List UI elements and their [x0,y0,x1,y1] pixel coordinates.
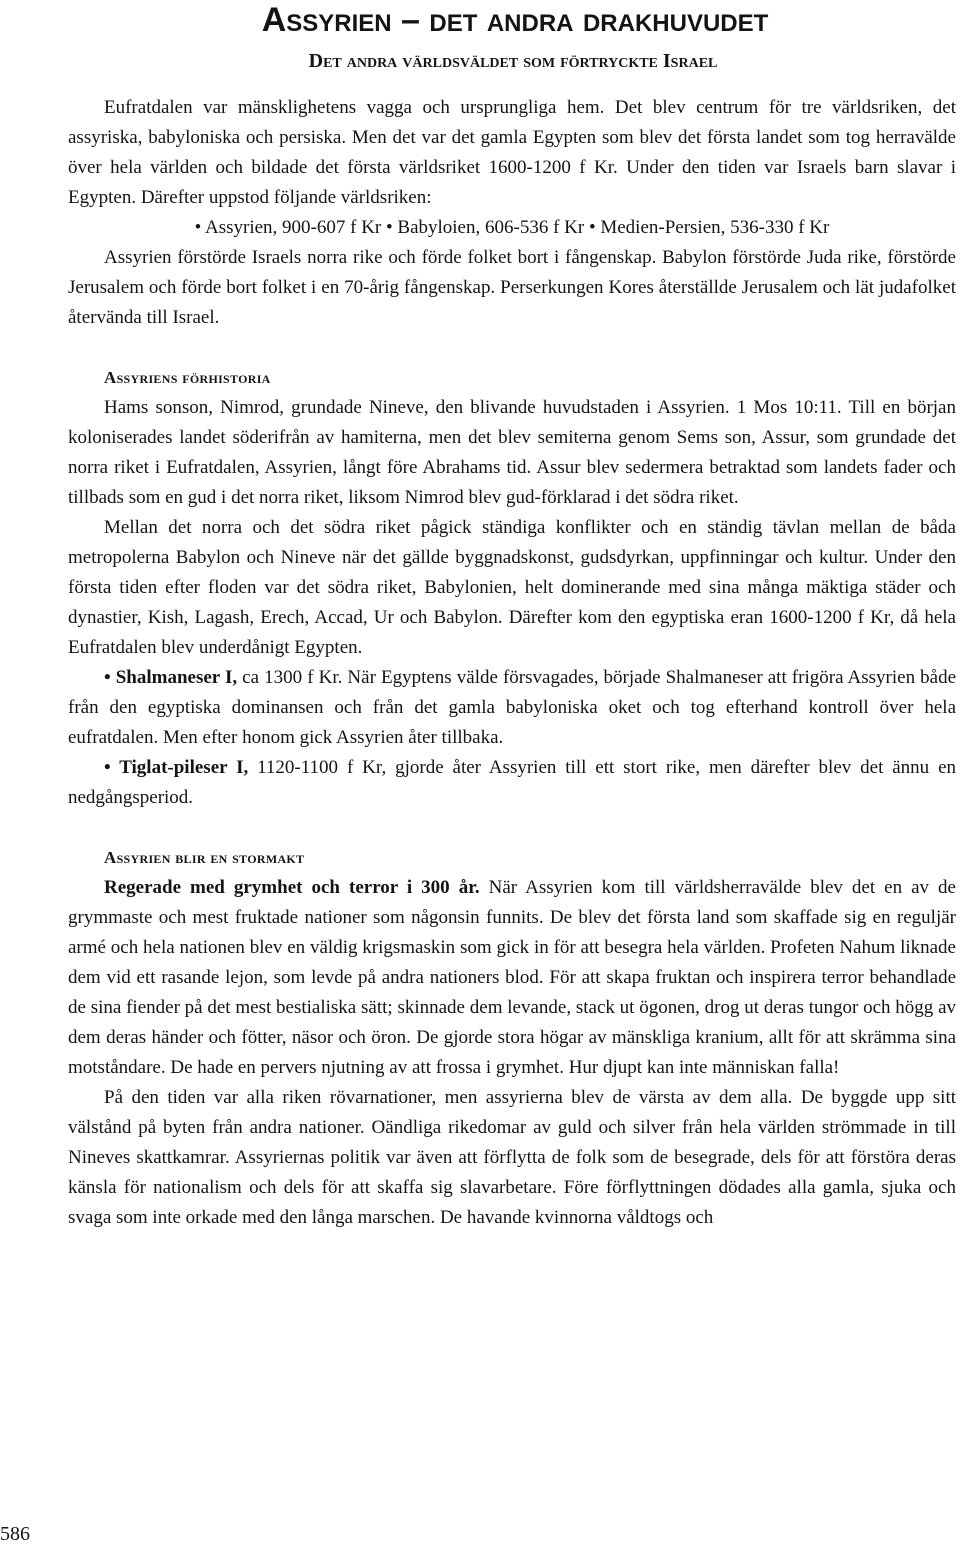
page-number: 586 [0,1523,30,1545]
king-name: • Shalmaneser I, [104,667,238,688]
section-heading-great-power: Assyrien blir en stormakt [104,848,305,867]
king-paragraph-shalmaneser [68,663,956,753]
page-subtitle: Det andra världsväldet som förtryckte Israel [308,50,718,72]
king-name: • Tiglat-pileser I, [104,757,249,778]
intro-paragraph-2: Assyrien förstörde Israels norra rike och förde folket bort i fångenskap. Babylon förstörde Juda rike, förstörde Jerusalem och förde bort folket i en 70-årig fångenskap. Perserkungen Kores återställde Jerusalem och lät judafolket återvända till Israel. [68,247,956,328]
paragraph-text: När Assyrien kom till världsherravälde blev det en av de grymmaste och mest fruktade nationer som någonsin funnits. De blev det första land som skaffade sig en reguljär armé och hela nationen blev en väldig krigsmaskin som gick in för att besegra hela världen. Profeten Nahum liknade dem vid ett rasande lejon, som levde på andra nationers blod. För att skapa fruktan och inspirera terror behandlade de sina fiender på det mest bestialiska sätt; skinnade dem levande, stack ut ögonen, drog ut deras tungor och högg av dem deras händer och fötter, näsor och öron. De gjorde stora högar av mänskliga kranium, allt för att skrämma sina motståndare. De hade en pervers njutning av att frossa i grymhet. Hur djupt kan inte människan falla! [68,877,956,1078]
conflict-paragraph: Mellan det norra och det södra riket pågick ständiga konflikter och en ständig tävlan mellan de båda metropolerna Babylon och Nineve när det gällde byggnadskonst, gudsdyrkan, uppfinningar och kultur. Under den första tiden efter floden var det södra riket, Babylonien, helt dominerande med sina många mäktiga städer och dynastier, Kish, Lagash, Erech, Accad, Ur och Babylon. Därefter kom den egyptiska eran 1600-1200 f Kr, då hela Eufratdalen blev underdånigt Egypten. [68,517,956,658]
page-title: Assyrien – det andra drakhuvudet [261,1,769,39]
robber-nations-paragraph: På den tiden var alla riken rövarnationer, men assyrierna blev de värsta av dem alla. De byggde upp sitt välstånd på byten från andra nationer. Oändliga rikedomar av guld och silver från hela världen strömmade in till Nineves skattkamrar. Assyriernas politik var även att förflytta de folk som de besegrade, dels för att förstöra deras känsla för nationalism och dels för att skaffa sig slavarbetare. Före förflyttningen dödades alla gamla, sjuka och svaga som inte orkade med den långa marschen. De havande kvinnorna våldtogs och [68,1087,956,1228]
king-text: ca 1300 f Kr. När Egyptens välde försvagades, började Shalmaneser att frigöra Assyrien både från den egyptiska dominansen och från det gamla babyloniska oket och tog efterhand kontroll över hela eufratdalen. Men efter honom gick Assyrien åter tillbaka. [68,667,957,748]
lead-sentence: Regerade med grymhet och terror i 300 år. [104,877,480,898]
great-power-paragraph [68,873,956,1083]
prehistory-paragraph: Hams sonson, Nimrod, grundade Nineve, den blivande huvudstaden i Assyrien. 1 Mos 10:11. Till en början koloniserades landet söderifrån av hamiterna, men det blev semiterna genom Sems son, Assur, som grundade det norra riket i Eufratdalen, Assyrien, långt före Abrahams tid. Assur blev sedermera betraktad som landets fader och tillbads som en gud i det norra riket, liksom Nimrod blev gud-förklarad i det södra riket. [68,397,956,508]
king-paragraph-tiglat-pileser [68,753,956,813]
section-heading-prehistory: Assyriens förhistoria [104,368,271,387]
empires-list: • Assyrien, 900-607 f Kr • Babyloien, 606-536 f Kr • Medien-Persien, 536-330 f Kr [194,217,830,238]
king-text: 1120-1100 f Kr, gjorde åter Assyrien till ett stort rike, men därefter blev det ännu en nedgångsperiod. [68,757,957,808]
intro-paragraph: Eufratdalen var mänsklighetens vagga och ursprungliga hem. Det blev centrum för tre världsriken, det assyriska, babyloniska och persiska. Men det var det gamla Egypten som blev det första landet som tog herravälde över hela världen och bildade det första världsriket 1600-1200 f Kr. Under den tiden var Israels barn slavar i Egypten. Därefter uppstod följande världsriken: [68,97,956,208]
body-text [68,93,956,1233]
